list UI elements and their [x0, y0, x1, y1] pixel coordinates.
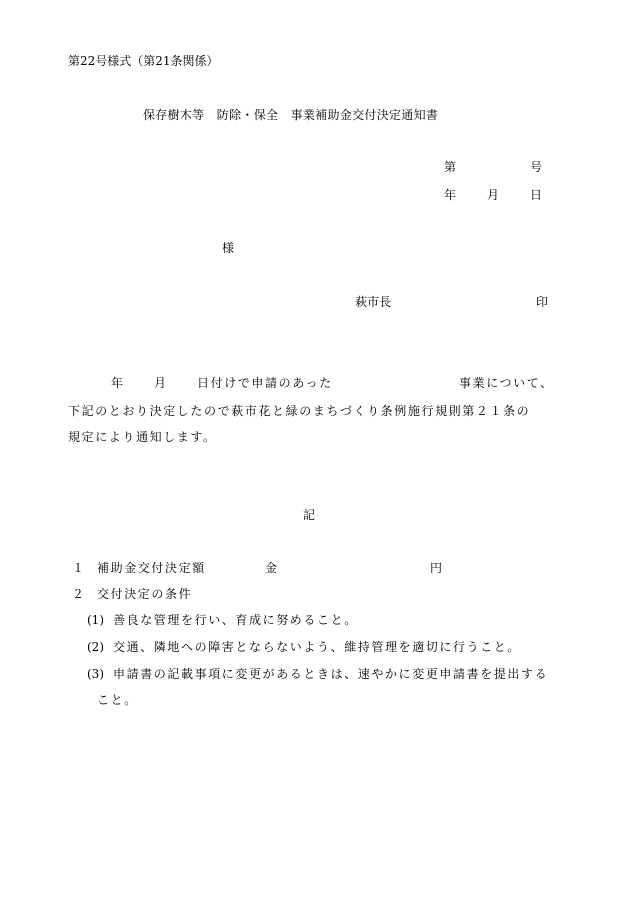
doc-number-suffix: 号 — [530, 160, 543, 174]
body-line1-month: 月 — [154, 376, 167, 390]
ki-heading: 記 — [303, 508, 316, 522]
item1-en: 円 — [430, 561, 443, 575]
form-label: 第22号様式（第21条関係） — [68, 54, 219, 68]
condition-3-number: (3) — [87, 667, 104, 681]
condition-2-text: 交通、隣地への障害とならないよう、維持管理を適切に行うこと。 — [113, 640, 522, 654]
item2-number: ２ — [72, 587, 85, 601]
item1-label: 補助金交付決定額 — [97, 561, 206, 575]
addressee-suffix: 様 — [222, 241, 235, 255]
date-day: 日 — [530, 188, 543, 202]
body-line1-year: 年 — [111, 376, 124, 390]
body-line1-after: 事業について、 — [459, 376, 554, 390]
body-line3: 規定により通知します。 — [68, 430, 217, 444]
item2-label: 交付決定の条件 — [97, 587, 193, 601]
sender-name: 萩市長 — [355, 295, 392, 309]
doc-number-prefix: 第 — [444, 160, 457, 174]
condition-2-number: (2) — [87, 640, 104, 654]
condition-1-text: 善良な管理を行い、育成に努めること。 — [113, 613, 358, 627]
condition-1-number: (1) — [87, 613, 104, 627]
document-title: 保存樹木等 防除・保全 事業補助金交付決定通知書 — [143, 108, 439, 122]
seal-mark: 印 — [536, 295, 549, 309]
condition-3-continuation: こと。 — [97, 693, 138, 707]
body-line2: 下記のとおり決定したので萩市花と緑のまちづくり条例施行規則第２１条の — [68, 404, 531, 418]
item1-kin: 金 — [265, 561, 278, 575]
body-line1-text: 日付けで申請のあった — [197, 376, 333, 390]
item1-number: １ — [72, 561, 85, 575]
date-month: 月 — [487, 188, 500, 202]
condition-3-text: 申請書の記載事項に変更があるときは、速やかに変更申請書を提出する — [113, 667, 549, 681]
date-year: 年 — [444, 188, 457, 202]
